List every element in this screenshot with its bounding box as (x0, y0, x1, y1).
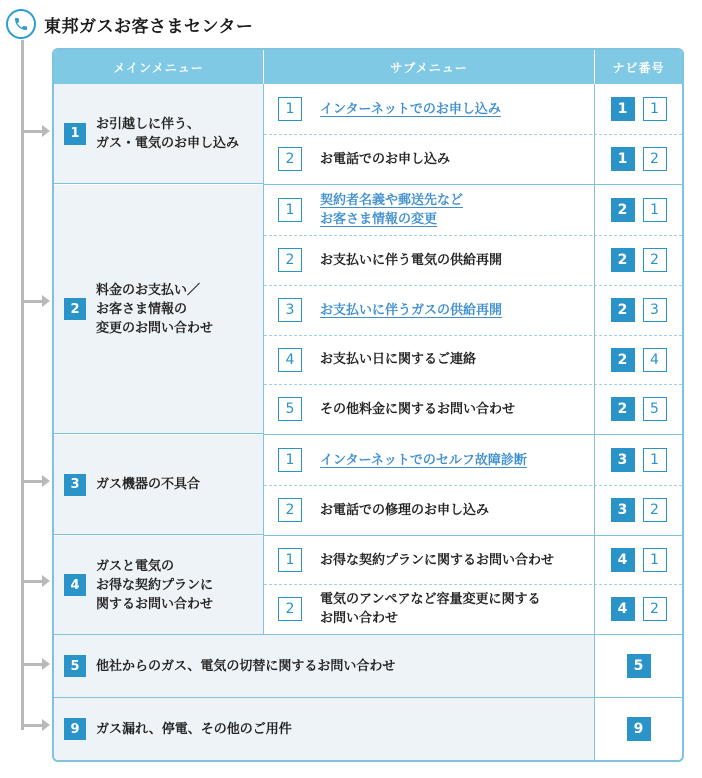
main-menu-9 (54, 698, 594, 760)
tree-connector (21, 40, 24, 730)
page-title-row (6, 8, 253, 40)
sub-number: 4 (278, 348, 302, 372)
main-menu-5 (54, 635, 594, 697)
sub-menu-label: 電気のアンペアなど容量変更に関する お問い合わせ (320, 592, 541, 626)
connector-arrow-9 (21, 724, 47, 727)
navi-main-digit: 3 (611, 448, 635, 472)
main-menu-1 (54, 84, 263, 184)
sub-menu-1-1[interactable] (264, 84, 594, 134)
navi-number-4-1 (595, 536, 682, 584)
sub-number: 2 (278, 248, 302, 272)
navi-number-4-2 (595, 584, 682, 634)
sub-menu-label: お支払いに伴う電気の供給再開 (320, 252, 503, 268)
navi-sub-digit: 4 (643, 348, 667, 372)
navi-sub-digit: 1 (643, 198, 667, 222)
main-number-badge: 1 (64, 123, 86, 145)
main-menu-label: 他社からのガス、電気の切替に関するお問い合わせ (96, 658, 396, 674)
navi-number-2-5 (595, 384, 682, 434)
main-menu-label: ガス漏れ、停電、その他のご用件 (96, 721, 292, 737)
header-main-menu: メインメニュー (113, 60, 204, 75)
navi-number-5 (595, 635, 682, 697)
column-divider (263, 84, 264, 634)
header-navi-number: ナビ番号 (612, 60, 665, 75)
navi-number-2-4 (595, 335, 682, 384)
sub-number: 2 (278, 147, 302, 171)
sub-number: 5 (278, 397, 302, 421)
main-menu-3 (54, 435, 263, 535)
navi-main-digit: 1 (611, 147, 635, 171)
navi-main-digit: 2 (611, 348, 635, 372)
navi-main-digit: 2 (611, 397, 635, 421)
menu-table (52, 48, 684, 762)
sub-menu-label: お支払い日に関するご連絡 (320, 352, 477, 367)
navi-sub-digit: 1 (643, 97, 667, 121)
main-menu-label: ガス機器の不具合 (96, 477, 201, 492)
sub-menu-link[interactable]: 契約者名義や郵送先など お客さま情報の変更 (320, 193, 464, 227)
table-header (54, 50, 682, 84)
navi-sub-digit: 2 (643, 597, 667, 621)
sub-menu-3-1[interactable] (264, 435, 594, 485)
navi-main-digit: 9 (627, 717, 651, 741)
navi-number-1-1 (595, 84, 682, 134)
header-sub-menu: サブメニュー (390, 60, 468, 75)
sub-menu-2-4 (264, 335, 594, 384)
navi-sub-digit: 5 (643, 397, 667, 421)
connector-arrow-3 (21, 480, 47, 483)
connector-arrow-4 (21, 580, 47, 583)
sub-menu-label: お得な契約プランに関するお問い合わせ (320, 552, 555, 568)
sub-number: 2 (278, 597, 302, 621)
navi-number-2-1 (595, 185, 682, 235)
main-menu-label: ガスと電気の お得な契約プランに 関するお問い合わせ (96, 558, 214, 612)
navi-number-9 (595, 698, 682, 760)
main-number-badge: 2 (64, 298, 86, 320)
phone-icon (6, 9, 36, 39)
sub-menu-label: その他料金に関するお問い合わせ (320, 401, 516, 417)
navi-main-digit: 2 (611, 298, 635, 322)
sub-menu-3-2 (264, 485, 594, 535)
sub-menu-link[interactable]: インターネットでのお申し込み (320, 101, 501, 117)
page-title: 東邦ガスお客さまセンター (44, 16, 254, 37)
navi-main-digit: 1 (611, 97, 635, 121)
sub-number: 1 (278, 548, 302, 572)
sub-number: 1 (278, 448, 302, 472)
sub-number: 1 (278, 198, 302, 222)
sub-menu-2-5 (264, 384, 594, 434)
navi-number-2-3 (595, 285, 682, 335)
sub-menu-4-2 (264, 584, 594, 634)
navi-main-digit: 4 (611, 548, 635, 572)
navi-sub-digit: 1 (643, 548, 667, 572)
navi-sub-digit: 3 (643, 298, 667, 322)
sub-menu-2-1[interactable] (264, 185, 594, 235)
sub-menu-link[interactable]: インターネットでのセルフ故障診断 (320, 452, 527, 468)
sub-menu-4-1 (264, 536, 594, 584)
sub-menu-2-3[interactable] (264, 285, 594, 335)
navi-sub-digit: 2 (643, 248, 667, 272)
connector-arrow-5 (21, 663, 47, 666)
navi-sub-digit: 2 (643, 498, 667, 522)
main-menu-label: お引越しに伴う、 ガス・電気のお申し込み (96, 116, 240, 151)
sub-number: 1 (278, 97, 302, 121)
main-menu-label: 料金のお支払い／ お客さま情報の 変更のお問い合わせ (96, 282, 214, 336)
main-number-badge: 9 (64, 718, 86, 740)
main-number-badge: 5 (64, 655, 86, 677)
sub-number: 3 (278, 298, 302, 322)
navi-number-3-1 (595, 435, 682, 485)
navi-main-digit: 3 (611, 498, 635, 522)
navi-sub-digit: 1 (643, 448, 667, 472)
navi-sub-digit: 2 (643, 147, 667, 171)
navi-number-2-2 (595, 235, 682, 285)
sub-menu-label: お電話でのお申し込み (320, 151, 451, 167)
navi-main-digit: 2 (611, 248, 635, 272)
sub-number: 2 (278, 498, 302, 522)
navi-main-digit: 5 (627, 654, 651, 678)
connector-arrow-2 (21, 300, 47, 303)
connector-arrow-1 (21, 130, 47, 133)
sub-menu-label: お電話での修理のお申し込み (320, 502, 490, 518)
sub-menu-2-2 (264, 235, 594, 285)
navi-number-3-2 (595, 485, 682, 535)
navi-main-digit: 2 (611, 198, 635, 222)
main-menu-4 (54, 536, 263, 635)
sub-menu-link[interactable]: お支払いに伴うガスの供給再開 (320, 302, 503, 318)
main-number-badge: 3 (64, 474, 86, 496)
main-menu-2 (54, 185, 263, 434)
navi-number-1-2 (595, 134, 682, 184)
main-number-badge: 4 (64, 574, 86, 596)
navi-main-digit: 4 (611, 597, 635, 621)
sub-menu-1-2 (264, 134, 594, 184)
